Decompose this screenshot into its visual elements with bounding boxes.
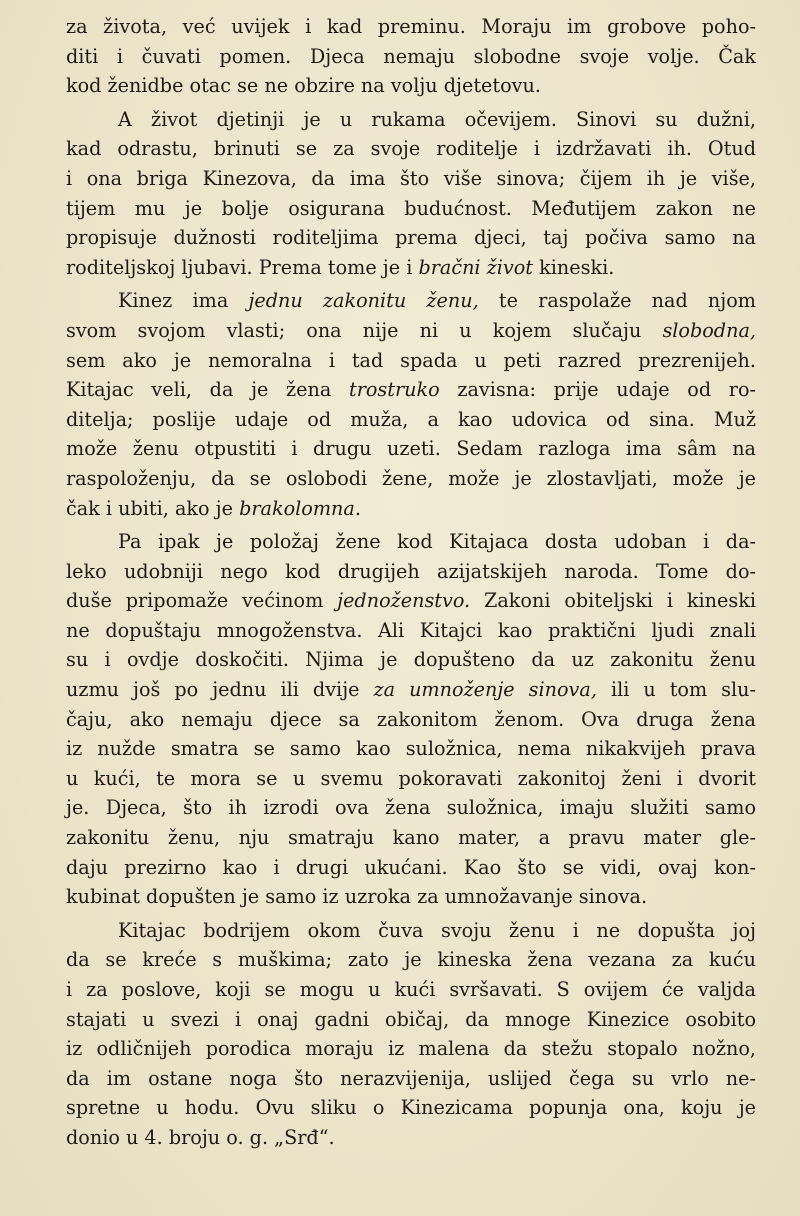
text-line [66,1093,756,1123]
text-run: propisuje dužnosti roditeljima prema djeci, taj počiva samo na [66,226,756,250]
text-run: raspoloženju, da se oslobodi žene, može je zlostavljati, može je [66,466,756,490]
text-line [66,223,756,253]
text-line [66,71,756,101]
text-run: kad odrastu, brinuti se za svoje roditelje i izdržavati ih. Otud [66,137,756,161]
text-line [66,645,756,675]
emphasized-text: slobodna, [662,318,756,342]
text-line [66,705,756,735]
text-line [66,405,756,435]
text-run: kineski. [533,255,615,279]
paragraph [66,286,756,523]
text-run: kod ženidbe otac se ne obzire na volju djetetovu. [66,74,541,98]
text-run: ne dopuštaju mnogoženstva. Ali Kitajci kao praktični ljudi znali [66,618,756,642]
text-run: čaju, ako nemaju djece sa zakonitom ženom. Ova druga žena [66,707,756,731]
text-line [66,1034,756,1064]
paragraph [66,12,756,101]
text-line [66,853,756,883]
text-run: kubinat dopušten je samo iz uzroka za umnožavanje sinova. [66,885,648,909]
text-run: svom svojom vlasti; ona nije ni u kojem slučaju [66,318,663,342]
text-run: zavisna: prije udaje od ro- [439,378,757,402]
text-line [66,1123,756,1153]
text-run: može ženu otpustiti i drugu uzeti. Sedam razloga ima sâm na [66,437,756,461]
emphasized-text: za umnoženje sinova, [373,678,597,702]
text-line [66,586,756,616]
text-run: daju prezirno kao i drugi ukućani. Kao što se vidi, ovaj kon- [66,855,756,879]
text-line [66,164,756,194]
text-run: leko udobniji nego kod drugijeh azijatskijeh naroda. Tome do- [66,559,756,583]
text-line [66,464,756,494]
text-line [66,882,756,912]
text-run: Zakoni obiteljski i kineski [470,589,756,613]
text-line [66,12,756,42]
text-line [66,434,756,464]
text-line [66,945,756,975]
text-run: spretne u hodu. Ovu sliku o Kinezicama popunja ona, koju je [66,1096,756,1120]
text-line [66,134,756,164]
text-run: iz odličnijeh porodica moraju iz malena da stežu stopalo nožno, [66,1037,756,1061]
text-run: u kući, te mora se u svemu pokoravati zakonitoj ženi i dvorit [66,766,756,790]
text-run: tijem mu je bolje osigurana budućnost. Međutijem zakon ne [66,196,756,220]
text-line [66,734,756,764]
text-line [66,253,756,283]
text-line [66,105,756,135]
text-run: A život djetinji je u rukama očevijem. Sinovi su dužni, [118,107,756,131]
text-run: zakonitu ženu, nju smatraju kano mater, a pravu mater gle- [66,826,756,850]
text-run: da im ostane noga što nerazvijenija, uslijed čega su vrlo ne- [66,1066,756,1090]
text-run: donio u 4. broju o. g. „Srđ“. [66,1125,335,1149]
text-line [66,1005,756,1035]
emphasized-text: brakolomna. [239,496,361,520]
text-line [66,316,756,346]
emphasized-text: jednu zakonitu ženu, [248,289,479,313]
text-run: čak i ubiti, ako je [66,496,240,520]
text-run: Kinez ima [118,289,249,313]
text-run: Kitajac veli, da je žena [66,378,349,402]
text-run: Pa ipak je položaj žene kod Kitajaca dosta udoban i da- [118,530,756,554]
text-run: iz nužde smatra se samo kao suložnica, nema nikakvijeh prava [66,737,756,761]
text-run: Kitajac bodrijem okom čuva svoju ženu i ne dopušta joj [118,918,756,942]
paragraph [66,527,756,912]
text-run: stajati u svezi i onaj gadni običaj, da mnoge Kinezice osobito [66,1007,756,1031]
text-run: uzmu još po jednu ili dvije [66,678,374,702]
text-line [66,194,756,224]
text-line [66,375,756,405]
text-line [66,916,756,946]
emphasized-text: bračni život [418,255,534,279]
text-line [66,675,756,705]
text-run: diti i čuvati pomen. Djeca nemaju slobodne svoje volje. Čak [66,44,756,68]
paragraph [66,916,756,1153]
text-run: za života, već uvijek i kad preminu. Moraju im grobove poho- [66,15,756,38]
text-run: roditeljskoj ljubavi. Prema tome je i [66,255,419,279]
page-body-text [66,12,756,1157]
text-line [66,527,756,557]
text-line [66,494,756,524]
text-run: duše pripomaže većinom [66,589,338,613]
paragraph [66,105,756,283]
text-line [66,616,756,646]
text-line [66,764,756,794]
text-run: da se kreće s muškima; zato je kineska žena vezana za kuću [66,948,756,972]
emphasized-text: trostruko [348,378,440,402]
text-line [66,42,756,72]
text-line [66,346,756,376]
text-line [66,1064,756,1094]
text-run: ditelja; poslije udaje od muža, a kao udovica od sina. Muž [66,407,756,431]
text-run: i za poslove, koji se mogu u kući svršavati. S ovijem će valjda [66,978,756,1001]
text-line [66,286,756,316]
text-line [66,975,756,1005]
text-line [66,823,756,853]
text-run: su i ovdje doskočiti. Njima je dopušteno da uz zakonitu ženu [66,648,756,672]
text-run: te raspolaže nad njom [478,289,756,313]
text-run: sem ako je nemoralna i tad spada u peti razred prezrenijeh. [66,348,756,372]
text-line [66,557,756,587]
emphasized-text: jednoženstvo. [337,589,471,613]
text-run: je. Djeca, što ih izrodi ova žena suložnica, imaju služiti samo [66,796,756,820]
text-run: i ona briga Kinezova, da ima što više sinova; čijem ih je više, [66,166,756,190]
text-line [66,793,756,823]
text-run: ili u tom slu- [596,678,757,702]
